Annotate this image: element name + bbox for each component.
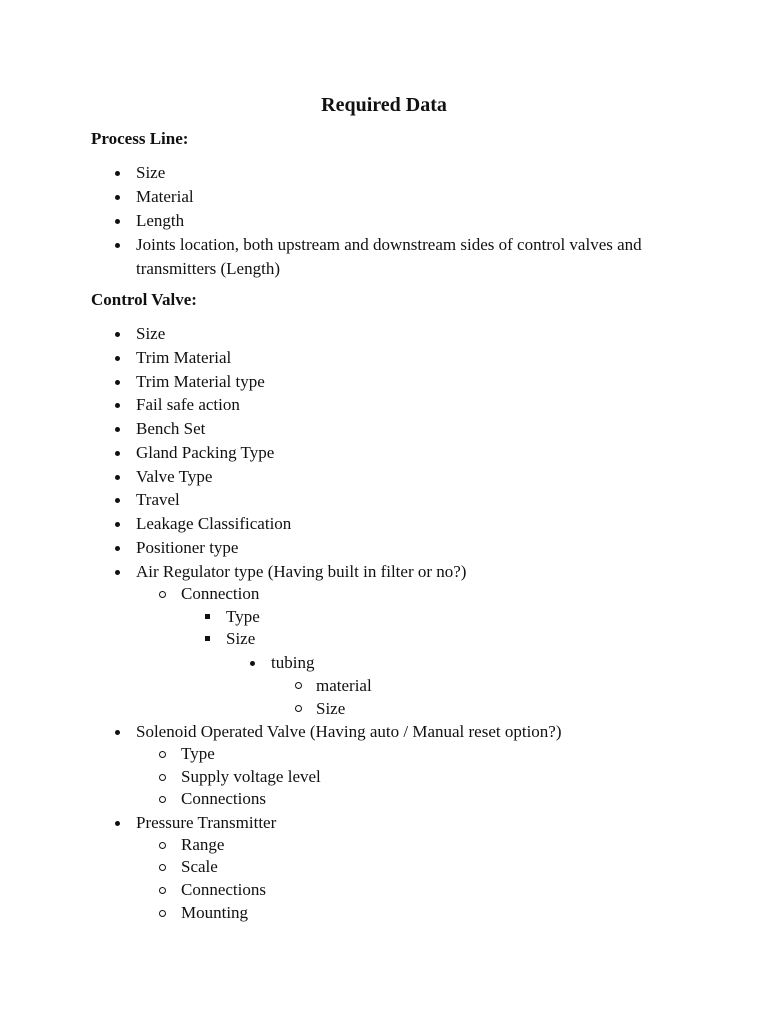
square-bullet-icon bbox=[205, 614, 210, 619]
bullet-icon bbox=[250, 661, 255, 666]
bullet-icon bbox=[115, 451, 120, 456]
circle-bullet-icon bbox=[159, 774, 166, 781]
bullet-icon bbox=[115, 821, 120, 826]
bullet-icon bbox=[115, 403, 120, 408]
list-item: Bench Set bbox=[136, 419, 206, 438]
circle-bullet-icon bbox=[159, 910, 166, 917]
list-item: Trim Material bbox=[136, 348, 232, 367]
circle-bullet-icon bbox=[159, 887, 166, 894]
list-item: Solenoid Operated Valve (Having auto / Manual reset option?) bbox=[136, 722, 562, 741]
bullet-icon bbox=[115, 243, 120, 248]
list-item: Length bbox=[136, 211, 185, 230]
square-bullet-icon bbox=[205, 636, 210, 641]
bullet-icon bbox=[115, 380, 120, 385]
bullet-icon bbox=[115, 356, 120, 361]
bullet-icon bbox=[115, 546, 120, 551]
circle-bullet-icon bbox=[159, 751, 166, 758]
bullet-icon bbox=[115, 570, 120, 575]
bullet-icon bbox=[115, 171, 120, 176]
circle-bullet-icon bbox=[159, 591, 166, 598]
circle-bullet-icon bbox=[159, 842, 166, 849]
list-item: Leakage Classification bbox=[136, 514, 292, 533]
bullet-icon bbox=[115, 730, 120, 735]
list-item: material bbox=[316, 676, 372, 695]
list-item: Joints location, both upstream and downstream sides of control valves and bbox=[136, 235, 642, 254]
list-item: Trim Material type bbox=[136, 372, 265, 391]
list-item: Scale bbox=[181, 857, 218, 876]
list-item: Size bbox=[316, 699, 346, 718]
list-item: Size bbox=[136, 324, 166, 343]
bullet-icon bbox=[115, 498, 120, 503]
list-item: Gland Packing Type bbox=[136, 443, 275, 462]
bullet-icon bbox=[115, 475, 120, 480]
list-item-continuation: transmitters (Length) bbox=[136, 259, 280, 278]
list-item: Positioner type bbox=[136, 538, 239, 557]
list-item: Type bbox=[226, 607, 260, 626]
list-item: Travel bbox=[136, 490, 180, 509]
bullet-icon bbox=[115, 522, 120, 527]
list-item: Size bbox=[136, 163, 166, 182]
circle-bullet-icon bbox=[159, 864, 166, 871]
list-item: Type bbox=[181, 744, 215, 763]
list-item: Material bbox=[136, 187, 194, 206]
list-item: Range bbox=[181, 835, 225, 854]
list-item: Fail safe action bbox=[136, 395, 240, 414]
bullet-icon bbox=[115, 332, 120, 337]
list-item: Connections bbox=[181, 789, 266, 808]
list-item: tubing bbox=[271, 653, 315, 672]
circle-bullet-icon bbox=[159, 796, 166, 803]
document-title: Required Data bbox=[321, 94, 447, 116]
list-item: Valve Type bbox=[136, 467, 213, 486]
bullet-icon bbox=[115, 219, 120, 224]
list-item: Connection bbox=[181, 584, 260, 603]
list-item: Mounting bbox=[181, 903, 249, 922]
list-item: Size bbox=[226, 629, 256, 648]
list-item: Air Regulator type (Having built in filter or no?) bbox=[136, 562, 467, 581]
bullet-icon bbox=[115, 427, 120, 432]
bullet-icon bbox=[115, 195, 120, 200]
list-item: Connections bbox=[181, 880, 266, 899]
list-item: Pressure Transmitter bbox=[136, 813, 277, 832]
circle-bullet-icon bbox=[295, 705, 302, 712]
control-valve-heading: Control Valve: bbox=[91, 290, 197, 309]
list-item: Supply voltage level bbox=[181, 767, 321, 786]
process-line-heading: Process Line: bbox=[91, 129, 189, 148]
circle-bullet-icon bbox=[295, 682, 302, 689]
